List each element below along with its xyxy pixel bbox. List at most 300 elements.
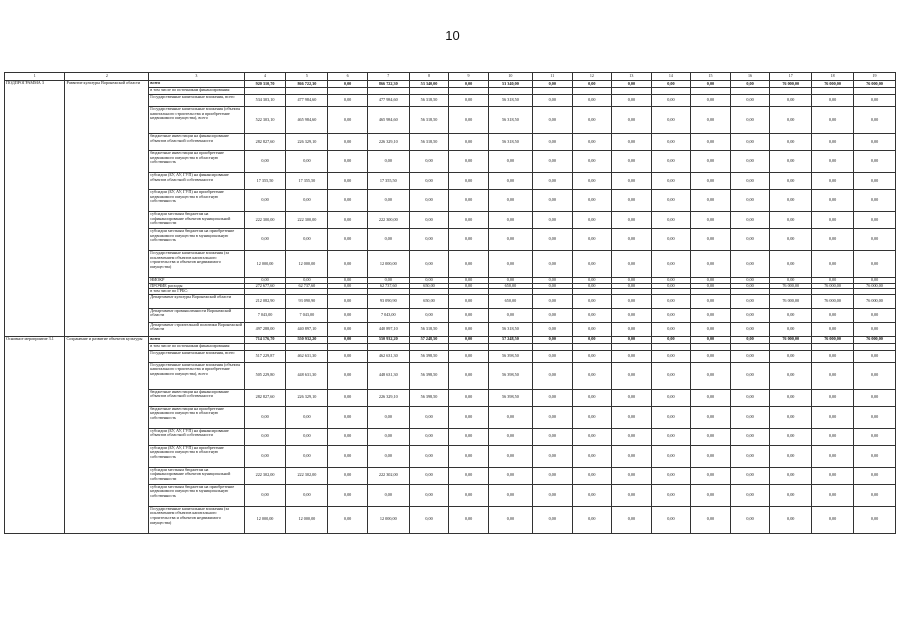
value-cell: 0,00 bbox=[854, 362, 896, 389]
value-cell: 0,00 bbox=[730, 406, 770, 428]
value-cell: 0,00 bbox=[812, 151, 854, 173]
value-cell bbox=[691, 343, 731, 350]
value-cell: 0,00 bbox=[286, 445, 328, 467]
column-number: 1 bbox=[5, 73, 65, 81]
value-cell: 0,00 bbox=[286, 190, 328, 212]
value-cell: 0,00 bbox=[612, 134, 652, 151]
value-cell: 0,00 bbox=[770, 173, 812, 190]
value-cell: 0,00 bbox=[488, 229, 532, 251]
value-cell: 0,00 bbox=[533, 294, 573, 308]
value-cell bbox=[367, 88, 409, 95]
value-cell: 0,00 bbox=[533, 95, 573, 107]
value-cell: 0,00 bbox=[449, 350, 489, 362]
value-cell: 0,00 bbox=[812, 95, 854, 107]
value-cell: 462 631,30 bbox=[286, 350, 328, 362]
value-cell: 212 082,90 bbox=[244, 294, 286, 308]
value-cell: 0,00 bbox=[612, 107, 652, 134]
value-cell: 0,00 bbox=[730, 362, 770, 389]
value-cell bbox=[691, 88, 731, 95]
value-cell: 0,00 bbox=[367, 229, 409, 251]
value-cell: 534 303,10 bbox=[244, 95, 286, 107]
value-cell: 0,00 bbox=[328, 389, 368, 406]
value-cell: 0,00 bbox=[691, 336, 731, 343]
value-cell: 0,00 bbox=[812, 506, 854, 533]
value-cell: 0,00 bbox=[691, 251, 731, 278]
value-cell bbox=[328, 343, 368, 350]
value-cell: 0,00 bbox=[572, 308, 612, 322]
value-cell: 0,00 bbox=[533, 151, 573, 173]
column-number: 19 bbox=[854, 73, 896, 81]
value-cell: 0,00 bbox=[730, 229, 770, 251]
value-cell: 0,00 bbox=[770, 308, 812, 322]
funding-source-label: в том числе по источникам финансирования: bbox=[149, 343, 244, 350]
column-number: 10 bbox=[488, 73, 532, 81]
value-cell: 477 984,60 bbox=[286, 95, 328, 107]
value-cell: 0,00 bbox=[691, 151, 731, 173]
value-cell: 0,00 bbox=[730, 445, 770, 467]
value-cell: 56 398,50 bbox=[488, 389, 532, 406]
value-cell: 76 000,00 bbox=[770, 283, 812, 289]
value-cell bbox=[244, 343, 286, 350]
value-cell: 0,00 bbox=[328, 229, 368, 251]
value-cell: 0,00 bbox=[533, 406, 573, 428]
value-cell: 0,00 bbox=[244, 151, 286, 173]
value-cell bbox=[328, 88, 368, 95]
value-cell: 0,00 bbox=[770, 134, 812, 151]
funding-source-label: бюджетные инвестиции на финансирование объектов областной собственности bbox=[149, 134, 244, 151]
value-cell: 0,00 bbox=[328, 406, 368, 428]
value-cell: 440 897,10 bbox=[367, 322, 409, 336]
value-cell: 0,00 bbox=[854, 173, 896, 190]
value-cell: 0,00 bbox=[854, 406, 896, 428]
value-cell: 0,00 bbox=[612, 212, 652, 229]
value-cell: 0,00 bbox=[612, 251, 652, 278]
value-cell: 0,00 bbox=[770, 428, 812, 445]
value-cell: 0,00 bbox=[612, 229, 652, 251]
value-cell bbox=[449, 343, 489, 350]
value-cell: 0,00 bbox=[449, 212, 489, 229]
funding-source-label: бюджетные инвестиции на приобретение недвижимого имущества в областную собственность bbox=[149, 151, 244, 173]
value-cell: 0,00 bbox=[770, 362, 812, 389]
value-cell: 0,00 bbox=[730, 308, 770, 322]
value-cell: 222 300,00 bbox=[367, 212, 409, 229]
value-cell: 0,00 bbox=[328, 212, 368, 229]
value-cell: 0,00 bbox=[691, 283, 731, 289]
value-cell: 0,00 bbox=[572, 445, 612, 467]
value-cell: 0,00 bbox=[812, 445, 854, 467]
value-cell: 0,00 bbox=[730, 134, 770, 151]
value-cell: 0,00 bbox=[812, 467, 854, 484]
value-cell: 0,00 bbox=[854, 134, 896, 151]
value-cell: 0,00 bbox=[409, 406, 449, 428]
value-cell: 0,00 bbox=[612, 350, 652, 362]
value-cell: 0,00 bbox=[328, 350, 368, 362]
value-cell: 0,00 bbox=[770, 350, 812, 362]
value-cell: 0,00 bbox=[367, 151, 409, 173]
value-cell: 0,00 bbox=[488, 484, 532, 506]
value-cell: 0,00 bbox=[488, 506, 532, 533]
value-cell: 0,00 bbox=[533, 278, 573, 284]
value-cell: 0,00 bbox=[533, 212, 573, 229]
value-cell: 0,00 bbox=[409, 506, 449, 533]
value-cell bbox=[409, 88, 449, 95]
value-cell: 0,00 bbox=[449, 278, 489, 284]
value-cell: 0,00 bbox=[449, 389, 489, 406]
value-cell: 0,00 bbox=[328, 95, 368, 107]
funding-source-label: бюджетные инвестиции на финансирование объектов областной собственности bbox=[149, 389, 244, 406]
value-cell: 0,00 bbox=[488, 151, 532, 173]
value-cell: 0,00 bbox=[730, 389, 770, 406]
value-cell bbox=[770, 343, 812, 350]
value-cell: 0,00 bbox=[409, 229, 449, 251]
value-cell: 0,00 bbox=[244, 229, 286, 251]
value-cell: 0,00 bbox=[572, 95, 612, 107]
column-number: 14 bbox=[651, 73, 691, 81]
value-cell: 0,00 bbox=[572, 362, 612, 389]
value-cell: 76 000,00 bbox=[854, 283, 896, 289]
value-cell: 0,00 bbox=[730, 151, 770, 173]
value-cell: 0,00 bbox=[244, 484, 286, 506]
value-cell: 0,00 bbox=[533, 389, 573, 406]
value-cell: 0,00 bbox=[488, 212, 532, 229]
value-cell: 0,00 bbox=[328, 484, 368, 506]
value-cell: 866 722,30 bbox=[367, 81, 409, 88]
value-cell: 0,00 bbox=[770, 389, 812, 406]
value-cell: 0,00 bbox=[488, 308, 532, 322]
value-cell: 0,00 bbox=[730, 484, 770, 506]
value-cell: 226 329,10 bbox=[286, 389, 328, 406]
value-cell: 0,00 bbox=[651, 107, 691, 134]
value-cell: 0,00 bbox=[244, 445, 286, 467]
value-cell: 0,00 bbox=[612, 428, 652, 445]
value-cell: 0,00 bbox=[572, 173, 612, 190]
value-cell: 0,00 bbox=[328, 428, 368, 445]
value-cell: 0,00 bbox=[612, 406, 652, 428]
value-cell: 0,00 bbox=[691, 190, 731, 212]
funding-source-label: Государственные капитальные вложения, всего bbox=[149, 95, 244, 107]
funding-source-label: субсидии местным бюджетам на приобретение недвижимого имущества в муниципальную собственность bbox=[149, 229, 244, 251]
value-cell: 0,00 bbox=[651, 283, 691, 289]
value-cell bbox=[854, 88, 896, 95]
value-cell: 76 000,00 bbox=[854, 81, 896, 88]
value-cell: 0,00 bbox=[691, 389, 731, 406]
value-cell: 93 090,90 bbox=[286, 294, 328, 308]
value-cell: 0,00 bbox=[572, 336, 612, 343]
value-cell: 0,00 bbox=[367, 428, 409, 445]
value-cell: 0,00 bbox=[854, 190, 896, 212]
value-cell: 0,00 bbox=[533, 428, 573, 445]
value-cell: 0,00 bbox=[533, 283, 573, 289]
value-cell: 0,00 bbox=[533, 445, 573, 467]
value-cell: 76 000,00 bbox=[812, 81, 854, 88]
value-cell: 0,00 bbox=[812, 107, 854, 134]
value-cell: 0,00 bbox=[533, 467, 573, 484]
value-cell: 76 000,00 bbox=[812, 336, 854, 343]
value-cell: 0,00 bbox=[730, 190, 770, 212]
funding-source-label: Государственные капитальные вложения, всего bbox=[149, 350, 244, 362]
value-cell: 0,00 bbox=[612, 81, 652, 88]
value-cell: 0,00 bbox=[730, 283, 770, 289]
value-cell: 0,00 bbox=[812, 428, 854, 445]
value-cell: 7 043,00 bbox=[244, 308, 286, 322]
value-cell: 0,00 bbox=[651, 190, 691, 212]
value-cell: 0,00 bbox=[328, 81, 368, 88]
value-cell: 0,00 bbox=[572, 229, 612, 251]
funding-source-label: субсидии (БУ, АУ, ГУП) на финансирование объектов областной собственности bbox=[149, 428, 244, 445]
column-number: 11 bbox=[533, 73, 573, 81]
value-cell: 0,00 bbox=[854, 350, 896, 362]
value-cell: 0,00 bbox=[691, 278, 731, 284]
funding-source-label: субсидии местным бюджетам на софинансирование объектов муниципальной собственности bbox=[149, 212, 244, 229]
funding-source-label: Департамент культуры Воронежской области bbox=[149, 294, 244, 308]
column-number: 17 bbox=[770, 73, 812, 81]
value-cell: 222 302,00 bbox=[244, 467, 286, 484]
value-cell: 0,00 bbox=[770, 107, 812, 134]
value-cell: 0,00 bbox=[409, 278, 449, 284]
value-cell: 0,00 bbox=[572, 350, 612, 362]
value-cell bbox=[409, 343, 449, 350]
value-cell: 0,00 bbox=[572, 283, 612, 289]
column-number: 6 bbox=[328, 73, 368, 81]
value-cell: 0,00 bbox=[651, 484, 691, 506]
value-cell: 0,00 bbox=[730, 467, 770, 484]
value-cell: 497 288,00 bbox=[244, 322, 286, 336]
value-cell: 0,00 bbox=[812, 134, 854, 151]
value-cell: 0,00 bbox=[612, 190, 652, 212]
value-cell: 56 398,50 bbox=[409, 389, 449, 406]
column-number: 12 bbox=[572, 73, 612, 81]
value-cell bbox=[854, 343, 896, 350]
value-cell: 226 329,10 bbox=[367, 134, 409, 151]
value-cell: 0,00 bbox=[286, 229, 328, 251]
value-cell bbox=[612, 88, 652, 95]
value-cell: 53 340,00 bbox=[488, 81, 532, 88]
funding-source-label: ПРОЧИЕ расходы bbox=[149, 283, 244, 289]
value-cell: 0,00 bbox=[691, 95, 731, 107]
value-cell: 0,00 bbox=[449, 173, 489, 190]
value-cell: 650,00 bbox=[488, 283, 532, 289]
value-cell: 56 398,50 bbox=[409, 350, 449, 362]
value-cell: 0,00 bbox=[812, 350, 854, 362]
value-cell: 0,00 bbox=[691, 362, 731, 389]
value-cell: 550 932,20 bbox=[286, 336, 328, 343]
value-cell: 0,00 bbox=[812, 484, 854, 506]
value-cell: 0,00 bbox=[691, 506, 731, 533]
value-cell: 0,00 bbox=[367, 484, 409, 506]
value-cell: 0,00 bbox=[572, 467, 612, 484]
funding-source-label: субсидии (БУ, АУ, ГУП) на приобретение недвижимого имущества в областную собственность bbox=[149, 190, 244, 212]
value-cell: 0,00 bbox=[812, 389, 854, 406]
value-cell: 0,00 bbox=[691, 350, 731, 362]
value-cell: 0,00 bbox=[328, 107, 368, 134]
value-cell: 12 000,00 bbox=[286, 506, 328, 533]
value-cell: 0,00 bbox=[449, 151, 489, 173]
funding-source-label: в том числе по источникам финансирования: bbox=[149, 88, 244, 95]
value-cell: 0,00 bbox=[854, 322, 896, 336]
value-cell: 12 000,00 bbox=[244, 251, 286, 278]
value-cell: 0,00 bbox=[409, 151, 449, 173]
funding-source-label: бюджетные инвестиции на приобретение недвижимого имущества в областную собственность bbox=[149, 406, 244, 428]
value-cell: 714 176,70 bbox=[244, 336, 286, 343]
value-cell: 0,00 bbox=[854, 484, 896, 506]
value-cell: 0,00 bbox=[286, 278, 328, 284]
value-cell: 56 398,50 bbox=[409, 362, 449, 389]
value-cell: 0,00 bbox=[770, 151, 812, 173]
value-cell: 56 318,50 bbox=[488, 322, 532, 336]
value-cell: 0,00 bbox=[854, 229, 896, 251]
value-cell bbox=[572, 88, 612, 95]
value-cell: 0,00 bbox=[533, 134, 573, 151]
value-cell: 62 737,60 bbox=[286, 283, 328, 289]
value-cell: 0,00 bbox=[572, 506, 612, 533]
funding-source-label: в том числе по ГРБС: bbox=[149, 289, 244, 295]
value-cell: 12 000,00 bbox=[286, 251, 328, 278]
value-cell: 0,00 bbox=[612, 278, 652, 284]
value-cell: 0,00 bbox=[770, 484, 812, 506]
column-number: 3 bbox=[149, 73, 244, 81]
value-cell: 0,00 bbox=[409, 467, 449, 484]
value-cell: 226 329,10 bbox=[286, 134, 328, 151]
value-cell: 0,00 bbox=[612, 445, 652, 467]
value-cell: 465 984,60 bbox=[367, 107, 409, 134]
funding-source-label: всего bbox=[149, 336, 244, 343]
value-cell: 0,00 bbox=[328, 467, 368, 484]
value-cell: 0,00 bbox=[449, 362, 489, 389]
program-code-cell: Основное мероприятие 3.1 bbox=[5, 336, 65, 533]
value-cell: 56 318,50 bbox=[409, 107, 449, 134]
value-cell: 76 000,00 bbox=[854, 336, 896, 343]
value-cell: 76 000,00 bbox=[812, 294, 854, 308]
column-number: 4 bbox=[244, 73, 286, 81]
value-cell: 0,00 bbox=[770, 278, 812, 284]
value-cell bbox=[730, 88, 770, 95]
value-cell: 0,00 bbox=[449, 445, 489, 467]
column-number: 5 bbox=[286, 73, 328, 81]
funding-source-label: субсидии (БУ, АУ, ГУП) на приобретение недвижимого имущества в областную собственность bbox=[149, 445, 244, 467]
value-cell: 0,00 bbox=[730, 81, 770, 88]
value-cell: 0,00 bbox=[854, 107, 896, 134]
value-cell: 12 000,00 bbox=[244, 506, 286, 533]
value-cell: 0,00 bbox=[770, 212, 812, 229]
value-cell: 0,00 bbox=[812, 173, 854, 190]
value-cell bbox=[812, 88, 854, 95]
value-cell: 0,00 bbox=[286, 151, 328, 173]
value-cell: 0,00 bbox=[770, 229, 812, 251]
value-cell: 0,00 bbox=[328, 506, 368, 533]
value-cell: 0,00 bbox=[651, 151, 691, 173]
value-cell bbox=[286, 88, 328, 95]
value-cell: 0,00 bbox=[651, 294, 691, 308]
value-cell: 0,00 bbox=[770, 251, 812, 278]
value-cell: 448 631,30 bbox=[367, 362, 409, 389]
value-cell: 0,00 bbox=[770, 506, 812, 533]
value-cell: 0,00 bbox=[691, 212, 731, 229]
value-cell: 0,00 bbox=[691, 229, 731, 251]
value-cell: 0,00 bbox=[651, 428, 691, 445]
value-cell: 0,00 bbox=[244, 406, 286, 428]
value-cell: 76 000,00 bbox=[770, 294, 812, 308]
value-cell: 17 355,50 bbox=[244, 173, 286, 190]
value-cell bbox=[449, 88, 489, 95]
value-cell: 56 318,50 bbox=[488, 134, 532, 151]
value-cell: 0,00 bbox=[612, 283, 652, 289]
value-cell: 0,00 bbox=[651, 389, 691, 406]
value-cell: 0,00 bbox=[612, 362, 652, 389]
value-cell: 0,00 bbox=[572, 151, 612, 173]
value-cell: 222 300,00 bbox=[286, 212, 328, 229]
value-cell: 282 827,60 bbox=[244, 389, 286, 406]
value-cell: 0,00 bbox=[409, 445, 449, 467]
value-cell: 0,00 bbox=[812, 322, 854, 336]
value-cell: 0,00 bbox=[328, 134, 368, 151]
value-cell: 0,00 bbox=[328, 283, 368, 289]
funding-source-label: субсидии местным бюджетам на приобретение недвижимого имущества в муниципальную собственность bbox=[149, 484, 244, 506]
value-cell: 17 355,50 bbox=[286, 173, 328, 190]
value-cell: 0,00 bbox=[572, 484, 612, 506]
funding-source-label: Государственные капитальные вложения (объекты капитального строительства и приобретение недвижимого имущества), всего bbox=[149, 107, 244, 134]
value-cell bbox=[730, 343, 770, 350]
value-cell: 76 000,00 bbox=[854, 294, 896, 308]
value-cell: 0,00 bbox=[533, 362, 573, 389]
value-cell: 0,00 bbox=[449, 95, 489, 107]
value-cell: 76 000,00 bbox=[770, 336, 812, 343]
value-cell: 505 229,80 bbox=[244, 362, 286, 389]
value-cell: 0,00 bbox=[409, 428, 449, 445]
value-cell: 0,00 bbox=[328, 308, 368, 322]
value-cell: 0,00 bbox=[812, 362, 854, 389]
value-cell: 0,00 bbox=[854, 308, 896, 322]
value-cell: 0,00 bbox=[651, 350, 691, 362]
value-cell: 0,00 bbox=[730, 278, 770, 284]
funding-source-label: субсидии местным бюджетам на софинансирование объектов муниципальной собственности bbox=[149, 467, 244, 484]
value-cell: 17 355,50 bbox=[367, 173, 409, 190]
funding-source-label: всего bbox=[149, 81, 244, 88]
value-cell: 0,00 bbox=[572, 134, 612, 151]
value-cell: 0,00 bbox=[730, 350, 770, 362]
value-cell: 0,00 bbox=[572, 81, 612, 88]
value-cell: 57 248,50 bbox=[488, 336, 532, 343]
value-cell: 0,00 bbox=[409, 190, 449, 212]
value-cell: 0,00 bbox=[730, 107, 770, 134]
value-cell: 0,00 bbox=[651, 95, 691, 107]
value-cell: 62 737,60 bbox=[367, 283, 409, 289]
value-cell: 0,00 bbox=[449, 229, 489, 251]
value-cell: 0,00 bbox=[488, 467, 532, 484]
value-cell: 0,00 bbox=[691, 406, 731, 428]
value-cell: 0,00 bbox=[770, 445, 812, 467]
value-cell: 0,00 bbox=[691, 134, 731, 151]
value-cell: 0,00 bbox=[488, 173, 532, 190]
value-cell: 0,00 bbox=[328, 336, 368, 343]
value-cell: 0,00 bbox=[572, 278, 612, 284]
value-cell: 0,00 bbox=[651, 308, 691, 322]
value-cell: 0,00 bbox=[533, 251, 573, 278]
value-cell: 0,00 bbox=[367, 406, 409, 428]
value-cell: 0,00 bbox=[730, 95, 770, 107]
budget-table bbox=[4, 72, 896, 534]
value-cell: 0,00 bbox=[854, 151, 896, 173]
value-cell: 522 303,10 bbox=[244, 107, 286, 134]
value-cell: 0,00 bbox=[612, 389, 652, 406]
value-cell: 0,00 bbox=[533, 229, 573, 251]
value-cell: 0,00 bbox=[449, 428, 489, 445]
value-cell: 0,00 bbox=[449, 484, 489, 506]
value-cell: 0,00 bbox=[612, 467, 652, 484]
value-cell: 0,00 bbox=[449, 336, 489, 343]
value-cell: 0,00 bbox=[730, 428, 770, 445]
value-cell: 0,00 bbox=[328, 190, 368, 212]
value-cell: 0,00 bbox=[449, 467, 489, 484]
